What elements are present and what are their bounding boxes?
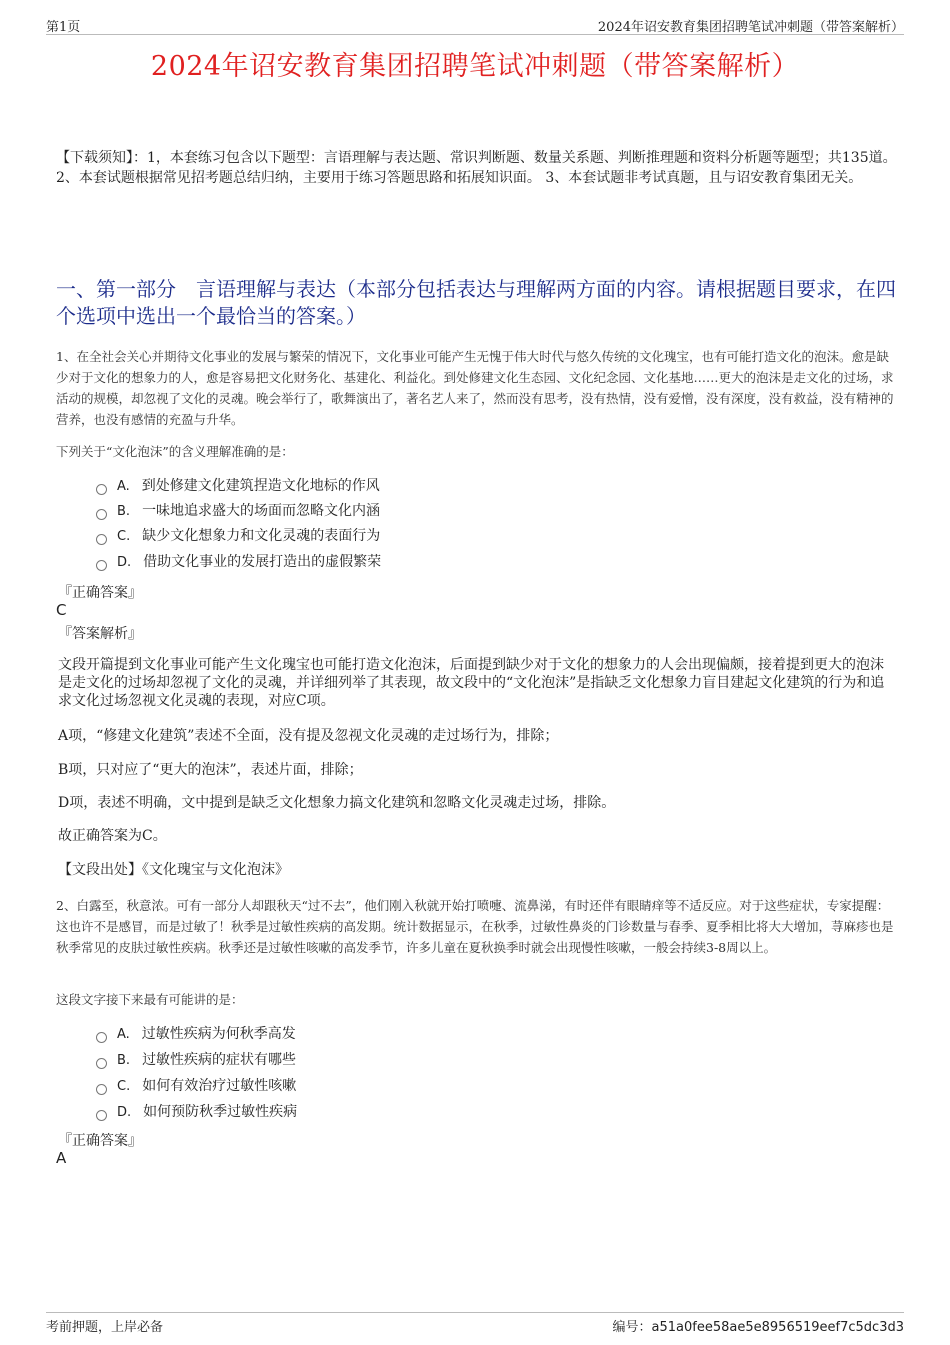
footer-code: 编号：a51a0fee58ae5e8956519eef7c5dc3d3 — [612, 1320, 904, 1335]
section-heading: 一、第一部分 言语理解与表达（本部分包括表达与理解两方面的内容。请根据题目要求，在四个选项中选出一个最恰当的答案。） — [56, 277, 896, 328]
radio-icon[interactable] — [96, 1058, 107, 1069]
q1-passage: 1、在全社会关心并期待文化事业的发展与繁荣的情况下，文化事业可能产生无愧于伟大时代与悠久传统的文化瑰宝，也有可能打造文化的泡沫。愈是缺少对于文化的想象力的人，愈是容易把文化财务化、基建化、利益化。到处修建文化生态园、文化纪念园、文化基地……更大的泡沫是走文化的过场，求活动的规模，却忽视了文化的灵魂。晚会举行了，歌舞演出了，著名艺人来了，然而没有思考，没有热情，没有爱憎，没有深度，没有救益，没有精神的营养，也没有感情的充盈与升华。 — [56, 349, 894, 427]
header-doc-title: 2024年诏安教育集团招聘笔试冲刺题（带答案解析） — [597, 20, 904, 35]
q2-option-b[interactable]: B. 过敏性疾病的症状有哪些 — [96, 1049, 296, 1071]
page-footer — [46, 1312, 904, 1333]
q1-option-b[interactable]: B. 一味地追求盛大的场面而忽略文化内涵 — [96, 500, 380, 522]
footer-slogan: 考前押题，上岸必备 — [46, 1320, 164, 1335]
q1-answer-label: 『正确答案』 — [58, 585, 142, 601]
q1-analysis-d: D项，表述不明确，文中提到是缺乏文化想象力搞文化建筑和忽略文化灵魂走过场，排除。 — [58, 795, 616, 811]
q2-passage: 2、白露至，秋意浓。可有一部分人却跟秋天“过不去”，他们刚入秋就开始打喷嚏、流鼻涕，有时还伴有眼睛痒等不适反应。对于这些症状，专家提醒：这也许不是感冒，而是过敏了！秋季是过敏性疾病的高发期。统计数据显示，在秋季，过敏性鼻炎的门诊数量与春季、夏季相比将大大增加，荨麻疹也是秋季常见的皮肤过敏性疾病。秋季还是过敏性咳嗽的高发季节，许多儿童在夏秋换季时就会出现慢性咳嗽，一般会持续3-8周以上。 — [56, 898, 894, 955]
radio-icon[interactable] — [96, 560, 107, 571]
q1-analysis-label: 『答案解析』 — [58, 626, 142, 642]
page-title: 2024年诏安教育集团招聘笔试冲刺题（带答案解析） — [150, 51, 800, 82]
q1-question: 下列关于“文化泡沫”的含义理解准确的是： — [56, 444, 294, 459]
q2-option-c[interactable]: C. 如何有效治疗过敏性咳嗽 — [96, 1075, 296, 1097]
page-number: 第1页 — [46, 20, 81, 35]
q2-question: 这段文字接下来最有可能讲的是： — [56, 992, 244, 1007]
radio-icon[interactable] — [96, 1084, 107, 1095]
radio-icon[interactable] — [96, 534, 107, 545]
q2-option-d[interactable]: D. 如何预防秋季过敏性疾病 — [96, 1101, 297, 1123]
q1-option-c[interactable]: C. 缺少文化想象力和文化灵魂的表面行为 — [96, 525, 380, 547]
q1-option-d[interactable]: D. 借助文化事业的发展打造出的虚假繁荣 — [96, 551, 381, 573]
page-header — [46, 14, 904, 35]
q1-answer: C — [56, 601, 67, 619]
q1-source: 【文段出处】《文化瑰宝与文化泡沫》 — [58, 862, 289, 878]
q2-answer-label: 『正确答案』 — [58, 1133, 142, 1149]
radio-icon[interactable] — [96, 484, 107, 495]
q1-analysis-para: 文段开篇提到文化事业可能产生文化瑰宝也可能打造文化泡沫，后面提到缺少对于文化的想象力的人会出现偏颇，接着提到更大的泡沫是走文化的过场却忽视了文化的灵魂，并详细列举了其表现，故文段中的“文化泡沫”是指缺乏文化想象力盲目建起文化建筑的行为和追求文化过场忽视文化灵魂的表现，对应C项。 — [58, 657, 885, 709]
radio-icon[interactable] — [96, 509, 107, 520]
q2-answer: A — [56, 1149, 67, 1167]
q1-analysis-a: A项，“修建文化建筑”表述不全面，没有提及忽视文化灵魂的走过场行为，排除； — [58, 728, 559, 744]
q1-analysis-b: B项，只对应了“更大的泡沫”，表述片面，排除； — [58, 762, 363, 778]
q1-analysis-conclusion: 故正确答案为C。 — [58, 828, 167, 844]
download-notice: 【下载须知】：1，本套练习包含以下题型：言语理解与表达题、常识判断题、数量关系题、判断推理题和资料分析题等题型；共135道。 2、本套试题根据常见招考题总结归纳，主要用于练习答题思路和拓展知识面。 3、本套试题非考试真题，且与诏安教育集团无关。 — [56, 150, 897, 186]
radio-icon[interactable] — [96, 1032, 107, 1043]
q1-option-a[interactable]: A. 到处修建文化建筑捏造文化地标的作风 — [96, 475, 380, 497]
radio-icon[interactable] — [96, 1110, 107, 1121]
q2-option-a[interactable]: A. 过敏性疾病为何秋季高发 — [96, 1023, 296, 1045]
